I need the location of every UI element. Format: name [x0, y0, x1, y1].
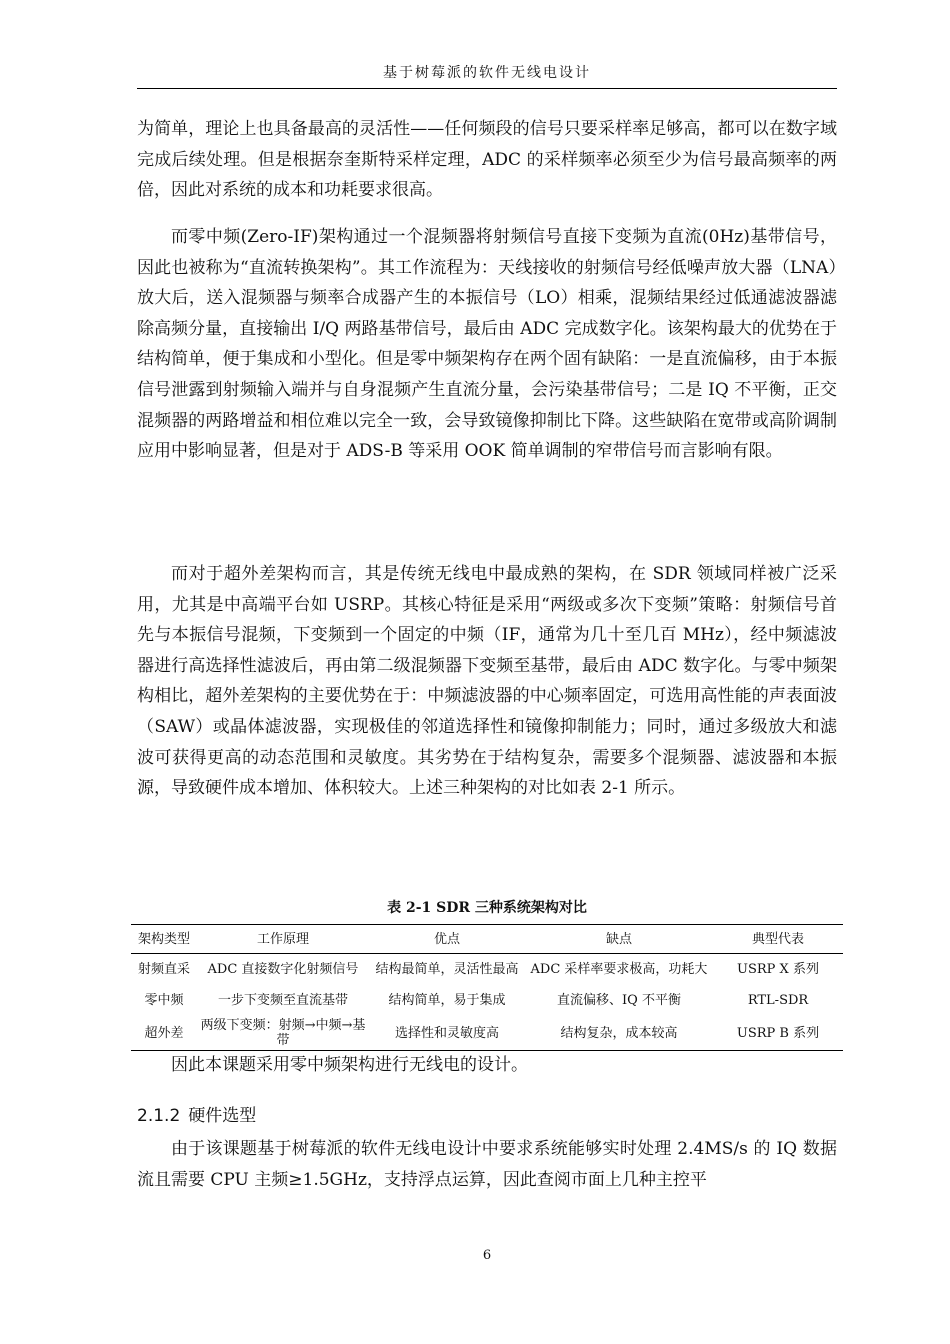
cell-disadvantages: 直流偏移、IQ 不平衡: [557, 993, 681, 1008]
cell-architecture: 射频直采: [137, 962, 190, 977]
paragraph-zero-if: 而零中频(Zero-IF)架构通过一个混频器将射频信号直接下变频为直流(0Hz)基带信号，因此也被称为“直流转换架构”。其工作流程为：天线接收的射频信号经低噪声放大器（LNA）放大后，送入混频器与频率合成器产生的本振信号（LO）相乘，混频结果经过低通滤波器滤除高频分量，直接输出 I/Q 两路基带信号，最后由 ADC 完成数字化。该架构最大的优势在于结构简单，便于集成和小型化。但是零中频架构存在两个固有缺陷：一是直流偏移，由于本振信号泄露到射频输入端并与自身混频产生直流分量，会污染基带信号；二是 IQ 不平衡，正交混频器的两路增益和相位难以完全一致，会导致镜像抑制比下降。这些缺陷在宽带或高阶调制应用中影响显著，但是对于 ADS-B 等采用 OOK 简单调制的窄带信号而言影响有限。: [137, 227, 837, 462]
cell-architecture: 零中频: [144, 993, 184, 1008]
cell-advantages: 选择性和灵敏度高: [369, 1016, 525, 1051]
table-row: [131, 985, 843, 1016]
cell-architecture: 超外差: [131, 1016, 197, 1051]
cell-example: USRP X 系列: [737, 962, 819, 977]
header-disadvantages: 缺点: [525, 925, 713, 954]
table-row: [131, 954, 843, 986]
paragraph-sampling: 为简单，理论上也具备最高的灵活性——任何频段的信号只要采样率足够高，都可以在数字域完成后续处理。但是根据奈奎斯特采样定理，ADC 的采样频率必须至少为信号最高频率的两倍，因此对系统的成本和功耗要求很高。: [137, 119, 837, 201]
architecture-comparison-table: [131, 924, 843, 1051]
header-working-principle: 工作原理: [197, 925, 369, 954]
cell-example: USRP B 系列: [713, 1016, 843, 1051]
cell-advantages: 结构最简单，灵活性最高: [375, 962, 519, 977]
cell-disadvantages: 结构复杂，成本较高: [525, 1016, 713, 1051]
header-architecture-type: 架构类型: [131, 925, 197, 954]
header-typical-example: 典型代表: [713, 925, 843, 954]
cell-example: RTL-SDR: [747, 993, 809, 1008]
page-number: 6: [482, 1248, 492, 1263]
table-caption: 表 2-1 SDR 三种系统架构对比: [387, 900, 587, 916]
table-header-row: [131, 925, 843, 954]
section-number: 2.1.2: [137, 1106, 181, 1126]
header-advantages: 优点: [369, 925, 525, 954]
cell-principle: 两级下变频：射频→中频→基带: [197, 1016, 369, 1051]
cell-advantages: 结构简单，易于集成: [388, 993, 506, 1008]
cell-disadvantages: ADC 采样率要求极高，功耗大: [530, 962, 708, 977]
table-row: [131, 1016, 843, 1051]
cell-principle: 一步下变频至直流基带: [217, 993, 348, 1008]
paragraph-hardware: 由于该课题基于树莓派的软件无线电设计中要求系统能够实时处理 2.4MS/s 的 IQ 数据流且需要 CPU 主频≥1.5GHz，支持浮点运算，因此查阅市面上几种主控平: [137, 1139, 837, 1190]
paragraph-conclusion: 因此本课题采用零中频架构进行无线电的设计。: [171, 1055, 528, 1075]
running-header: 基于树莓派的软件无线电设计: [137, 62, 837, 89]
cell-principle: ADC 直接数字化射频信号: [207, 962, 359, 977]
section-heading: [137, 1101, 264, 1126]
paragraph-superheterodyne: 而对于超外差架构而言，其是传统无线电中最成熟的架构，在 SDR 领域同样被广泛采用，尤其是中高端平台如 USRP。其核心特征是采用“两级或多次下变频”策略：射频信号首先与本振信号混频，下变频到一个固定的中频（IF，通常为几十至几百 MHz），经中频滤波器进行高选择性滤波后，再由第二级混频器下变频至基带，最后由 ADC 数字化。与零中频架构相比，超外差架构的主要优势在于：中频滤波器的中心频率固定，可选用高性能的声表面波（SAW）或晶体滤波器，实现极佳的邻道选择性和镜像抑制能力；同时，通过多级放大和滤波可获得更高的动态范围和灵敏度。其劣势在于结构复杂，需要多个混频器、滤波器和本振源，导致硬件成本增加、体积较大。上述三种架构的对比如表 2-1 所示。: [137, 564, 837, 799]
section-title: 硬件选型: [188, 1106, 257, 1126]
